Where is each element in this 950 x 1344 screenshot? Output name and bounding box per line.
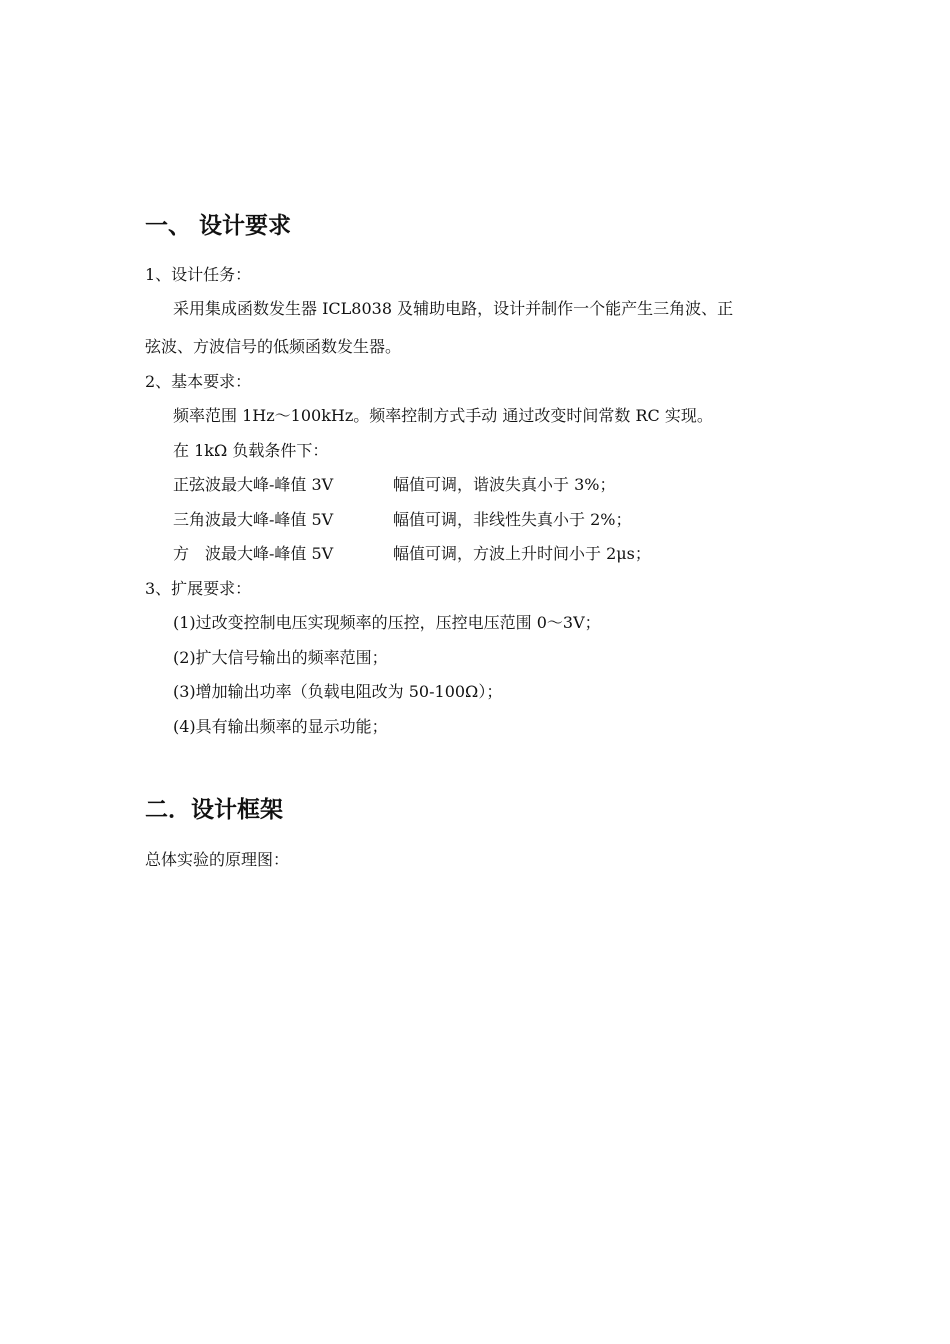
ext-title: 3、扩展要求： xyxy=(145,579,252,598)
task-title: 1、设计任务： xyxy=(145,265,252,284)
basic-title: 2、基本要求： xyxy=(145,372,252,391)
spec-desc: 幅值可调，谐波失真小于 3%； xyxy=(393,475,616,494)
spec-desc: 幅值可调，方波上升时间小于 2μs； xyxy=(393,544,651,563)
section2-heading: 二．设计框架 xyxy=(145,797,283,823)
ext-item-3: (3)增加输出功率（负载电阻改为 50-100Ω）； xyxy=(173,682,503,701)
ext-item-1: (1)过改变控制电压实现频率的压控，压控电压范围 0～3V； xyxy=(173,613,601,632)
spec-desc: 幅值可调，非线性失真小于 2%； xyxy=(393,510,632,529)
basic-load: 在 1kΩ 负载条件下： xyxy=(173,441,329,460)
spec-label: 三角波最大峰-峰值 5V xyxy=(173,510,334,529)
ext-item-4: (4)具有输出频率的显示功能； xyxy=(173,717,388,736)
section2-intro: 总体实验的原理图： xyxy=(145,850,290,869)
ext-item-2: (2)扩大信号输出的频率范围； xyxy=(173,648,388,667)
spec-label: 方 波最大峰-峰值 5V xyxy=(173,544,334,563)
task-text-line1: 采用集成函数发生器 ICL8038 及辅助电路，设计并制作一个能产生三角波、正 xyxy=(173,299,734,318)
task-text-line2: 弦波、方波信号的低频函数发生器。 xyxy=(145,337,402,356)
spec-label: 正弦波最大峰-峰值 3V xyxy=(173,475,334,494)
section1-heading: 一、 设计要求 xyxy=(145,213,292,239)
basic-frequency: 频率范围 1Hz～100kHz。频率控制方式手动 通过改变时间常数 RC 实现。 xyxy=(173,406,713,425)
